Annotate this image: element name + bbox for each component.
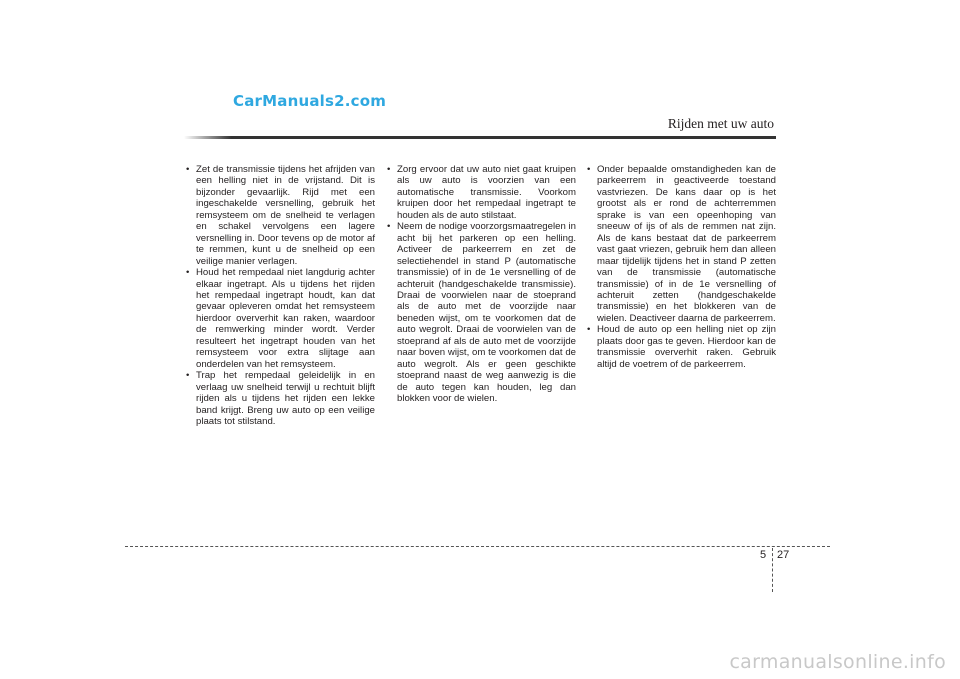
- bullet-icon: •: [186, 370, 190, 382]
- list-item-text: Trap het rempedaal geleidelijk in en verlaag uw snelheid terwijl u rechtuit blijft rijden als u tijdens het rijden een lekke band krijgt. Breng uw auto op een veilige plaats tot stilstand.: [196, 370, 375, 427]
- list-item: [185, 370, 375, 427]
- list-item-text: Neem de nodige voorzorgsmaatregelen in acht bij het parkeren op een helling. Activeer de parkeerrem en zet de selectiehendel in stand P (automatische transmissie) of in de 1e versnelling of de achteruit (handgeschakelde transmissie). Draai de voorwielen naar de stoeprand als de auto met de voorzijde naar beneden wijst, om te voorkomen dat de auto wegrolt. Draai de voorwielen van de stoeprand af als de auto met de voorzijde naar boven wijst, om te voorkomen dat de auto wegrolt. Als er geen geschikte stoeprand naast de weg aanwezig is die de auto tegen kan houden, leg dan blokken voor de wielen.: [397, 221, 576, 405]
- bullet-icon: •: [186, 267, 190, 279]
- bullet-icon: •: [587, 324, 591, 336]
- text-column-1: [185, 164, 375, 427]
- bullet-icon: •: [186, 164, 190, 175]
- watermark-carmanualsonline: carmanualsonline.info: [729, 651, 946, 673]
- section-title: Rijden met uw auto: [667, 116, 774, 131]
- bullet-list: [185, 164, 375, 427]
- watermark-carmanuals2: CarManuals2.com: [233, 92, 387, 110]
- list-item-text: Onder bepaalde omstandigheden kan de parkeerrem in geactiveerde toestand vastvriezen. De kans daar op is het grootst als er rond de achterremmen sprake is van een opeenhoping van sneeuw of ijs of als de remmen nat zijn. Als de kans bestaat dat de parkeerrem vast gaat vriezen, gebruik hem dan alleen maar tijdelijk tijdens het in stand P zetten van de transmissie (automatische transmissie) of in de 1e versnelling of achteruit zetten (handgeschakelde transmissie) en het blokkeren van de wielen. Deactiveer daarna de parkeerrem.: [597, 164, 776, 324]
- list-item: [586, 164, 776, 324]
- page-number: 27: [777, 549, 790, 561]
- list-item: [386, 221, 576, 404]
- text-column-2: [386, 164, 576, 405]
- footer-dashed-rule: [125, 546, 830, 547]
- list-item: [185, 164, 375, 267]
- section-number: 5: [760, 549, 767, 561]
- list-item-text: Zorg ervoor dat uw auto niet gaat kruipen als uw auto is voorzien van een automatische transmissie. Voorkom kruipen door het rempedaal ingetrapt te houden als de auto stilstaat.: [397, 164, 576, 221]
- list-item: [185, 267, 375, 370]
- bullet-list: [386, 164, 576, 405]
- bullet-icon: •: [387, 164, 391, 175]
- list-item-text: Houd het rempedaal niet langdurig achter elkaar ingetrapt. Als u tijdens het rijden het rempedaal ingetrapt houdt, kan dat gevaar opleveren omdat het remsysteem hierdoor oververhit kan raken, waardoor de remwerking minder wordt. Verder resulteert het ingetrapt houden van het remsysteem voor extra slijtage aan onderdelen van het remsysteem.: [196, 267, 375, 370]
- header-rule: [184, 136, 776, 139]
- page-number-separator: [772, 548, 773, 592]
- bullet-icon: •: [587, 164, 591, 175]
- list-item: [386, 164, 576, 221]
- bullet-list: [586, 164, 776, 370]
- bullet-icon: •: [387, 221, 391, 233]
- list-item-text: Zet de transmissie tijdens het afrijden van een helling niet in de vrijstand. Dit is bijzonder gevaarlijk. Rijd met een ingeschakelde versnelling, gebruik het remsysteem om de snelheid te verlagen en schakel vervolgens een lagere versnelling in. Door tevens op de motor af te remmen, kunt u de snelheid op een veilige manier verlagen.: [196, 164, 375, 267]
- list-item: [586, 324, 776, 370]
- text-column-3: [586, 164, 776, 370]
- list-item-text: Houd de auto op een helling niet op zijn plaats door gas te geven. Hierdoor kan de transmissie oververhit raken. Gebruik altijd de voetrem of de parkeerrem.: [597, 324, 776, 370]
